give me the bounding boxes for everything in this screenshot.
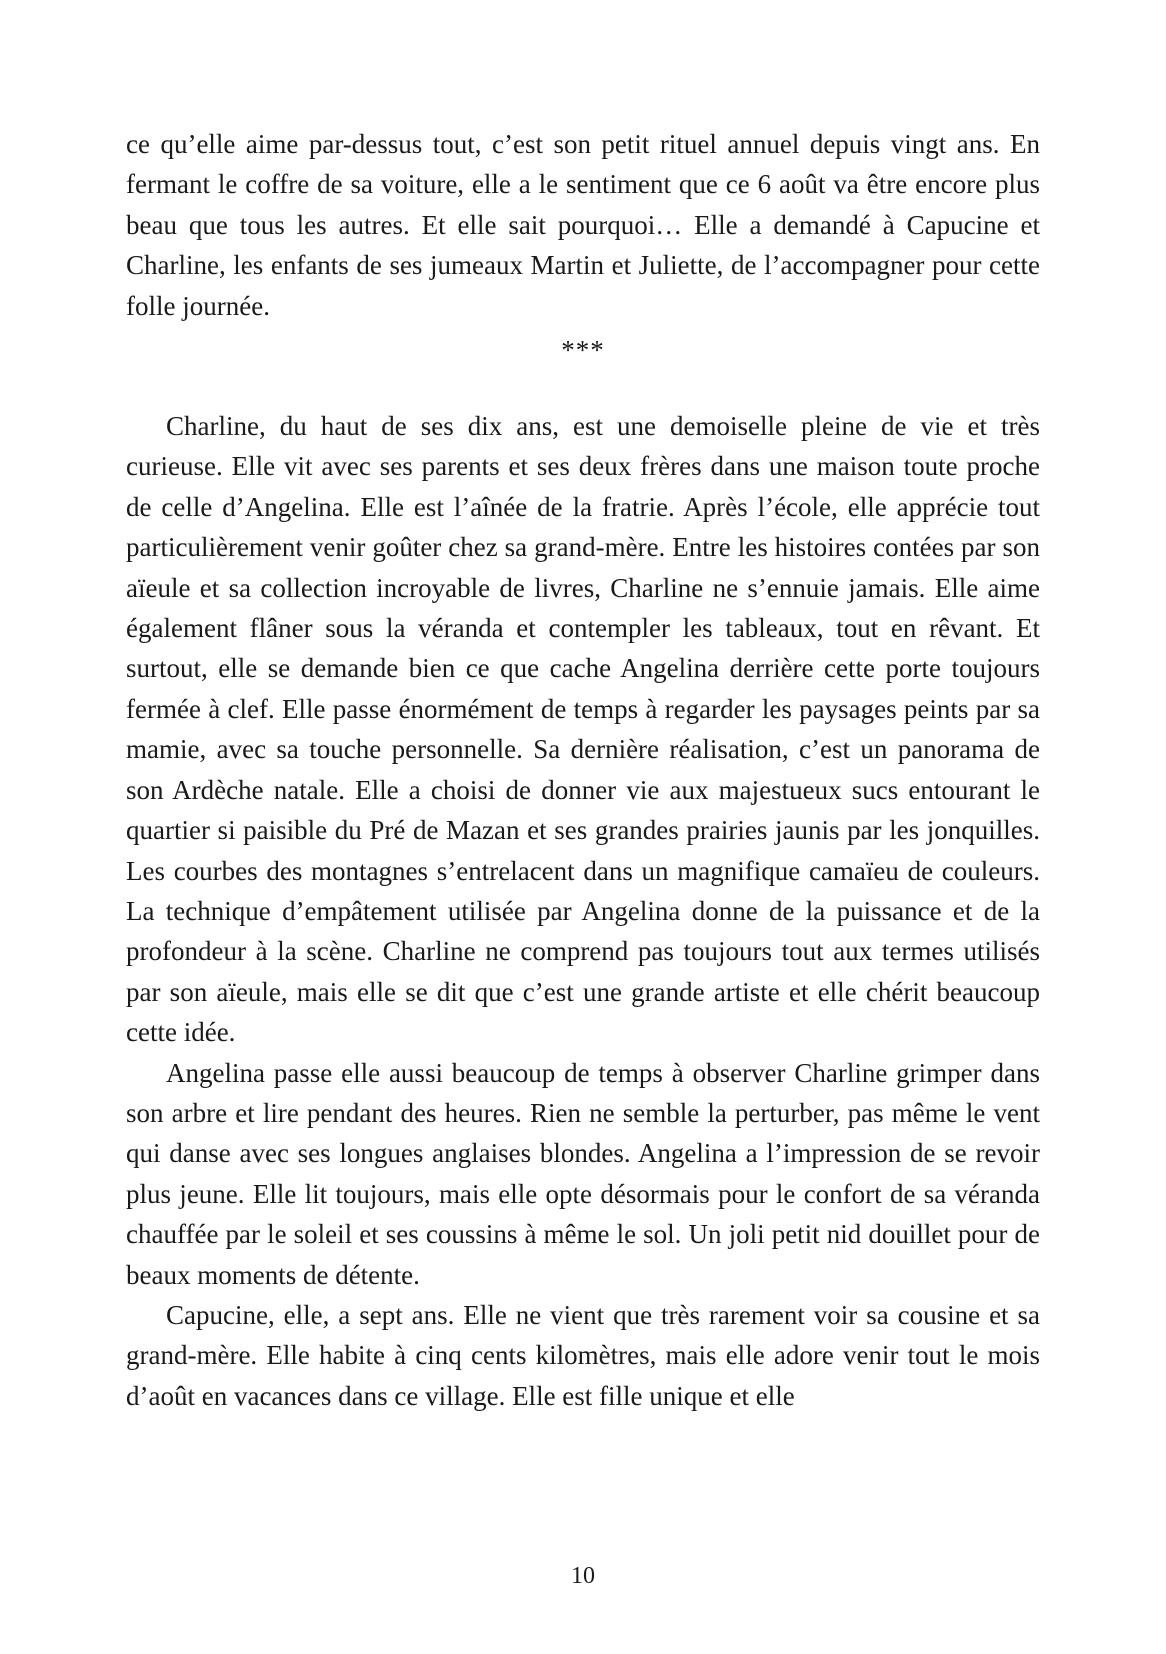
paragraph-angelina: Angelina passe elle aussi beaucoup de temps à observer Charline grimper dans son arbre et lire pendant des heures. Rien ne semble la perturber, pas même le vent qui danse avec ses longues anglaises blondes. Angelina a l’impression de se revoir plus jeune. Elle lit toujours, mais elle opte désormais pour le confort de sa véranda chauffée par le soleil et ses coussins à même le sol. Un joli petit nid douillet pour de beaux moments de détente. [126,1057,1040,1290]
paragraph-continuation: ce qu’elle aime par-dessus tout, c’est son petit rituel annuel depuis vingt ans. En fermant le coffre de sa voiture, elle a le sentiment que ce 6 août va être encore plus beau que tous les autres. Et elle sait pourquoi… Elle a demandé à Capucine et Charline, les enfants de ses jumeaux Martin et Juliette, de l’accompagner pour cette folle journée. [126,129,1040,321]
body-text [126,124,1040,1416]
paragraph-charline: Charline, du haut de ses dix ans, est une demoiselle pleine de vie et très curieuse. Elle vit avec ses parents et ses deux frères dans une maison toute proche de celle d’Angelina. Elle est l’aînée de la fratrie. Après l’école, elle apprécie tout particulièrement venir goûter chez sa grand-mère. Entre les histoires contées par son aïeule et sa collection incroyable de livres, Charline ne s’ennuie jamais. Elle aime également flâner sous la véranda et contempler les tableaux, tout en rêvant. Et surtout, elle se demande bien ce que cache Angelina derrière cette porte toujours fermée à clef. Elle passe énormément de temps à regarder les paysages peints par sa mamie, avec sa touche personnelle. Sa dernière réalisation, c’est un panorama de son Ardèche natale. Elle a choisi de donner vie aux majestueux sucs entourant le quartier si paisible du Pré de Mazan et ses grandes prairies jaunis par les jonquilles. Les courbes des montagnes s’entrelacent dans un magnifique camaïeu de couleurs. La technique d’empâtement utilisée par Angelina donne de la puissance et de la profondeur à la scène. Charline ne comprend pas toujours tout aux termes utilisés par son aïeule, mais elle se dit que c’est une grande artiste et elle chérit beaucoup cette idée. [126,411,1040,1048]
page-number: 10 [571,1563,595,1589]
section-separator: *** [561,335,605,366]
paragraph-capucine: Capucine, elle, a sept ans. Elle ne vient que très rarement voir sa cousine et sa grand-mère. Elle habite à cinq cents kilomètres, mais elle adore venir tout le mois d’août en vacances dans ce village. Elle est fille unique et elle [126,1299,1040,1411]
